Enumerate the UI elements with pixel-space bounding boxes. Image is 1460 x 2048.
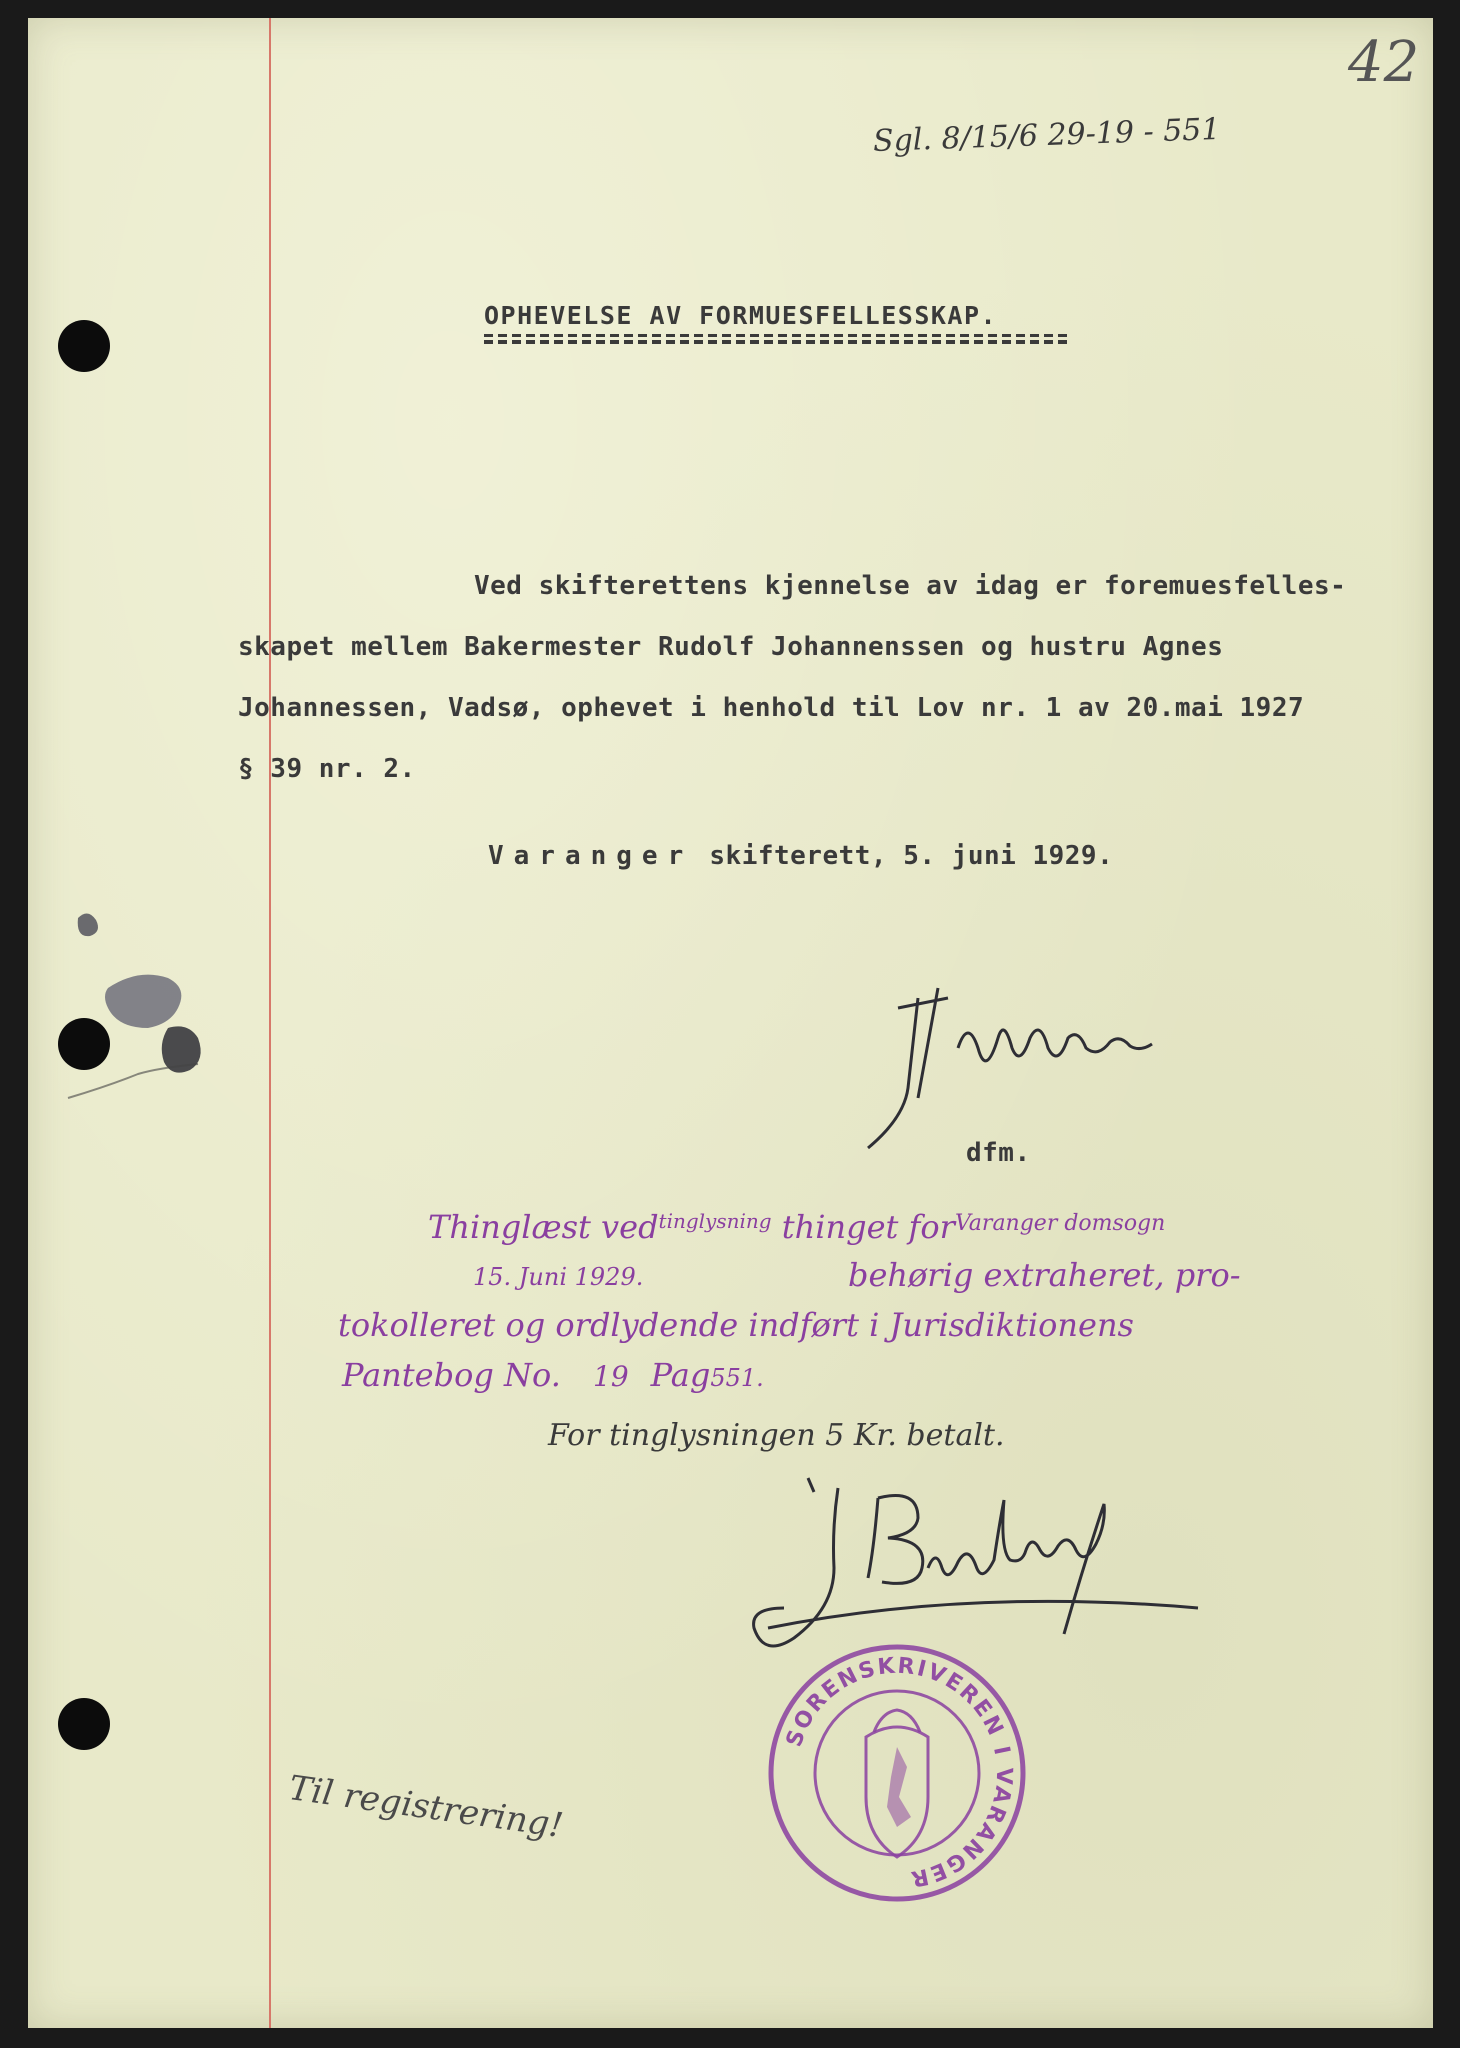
reg-pag-label: Pag (650, 1356, 711, 1394)
signature-1-scribble (788, 968, 1228, 1158)
body-line-4: § 39 nr. 2. (238, 754, 416, 784)
reg-handwritten-tinglysning: tinglysning (658, 1209, 772, 1233)
reg-handwritten-page: 551. (710, 1364, 764, 1392)
reg-handwritten-date: 15. Juni 1929. (473, 1263, 644, 1291)
punch-hole (58, 320, 110, 372)
court-stamp (766, 1642, 1028, 1904)
stamp-text: SORENSKRIVEREN I VARANGER (781, 1653, 1017, 1892)
registration-line-2: behørig extraheret, pro- (848, 1256, 1241, 1294)
body-text (238, 556, 1346, 800)
registration-line-4 (342, 1356, 764, 1394)
reg-handwritten-book-no: 19 (593, 1360, 629, 1393)
reg-thinget-for-label: thinget for (771, 1208, 955, 1246)
ink-stain (48, 898, 268, 1138)
pencil-note: Til registrering! (286, 1768, 566, 1847)
reg-handwritten-jurisdiction: Varanger domsogn (954, 1211, 1166, 1236)
title-underline (484, 334, 1069, 344)
margin-line (269, 18, 271, 2028)
place-date (488, 841, 1113, 871)
court-date: skifterett, 5. juni 1929. (693, 841, 1114, 871)
document-page (28, 18, 1433, 2028)
body-line-1: Ved skifterettens kjennelse av idag er foremuesfelles- (474, 571, 1347, 601)
dfm-label: dfm. (966, 1138, 1031, 1168)
body-line-2: skapet mellem Bakermester Rudolf Johannenssen og hustru Agnes (238, 632, 1224, 662)
registration-line-3: tokolleret og ordlydende indført i Jurisdiktionens (338, 1306, 1134, 1344)
fee-note: For tinglysningen 5 Kr. betalt. (548, 1418, 1005, 1453)
registration-line-1 (428, 1208, 1165, 1246)
place-name: Varanger (488, 841, 694, 871)
punch-hole (58, 1698, 110, 1750)
reference-note: Sgl. 8/15/6 29-19 - 551 (872, 111, 1221, 160)
document-title: OPHEVELSE AV FORMUESFELLESSKAP. (484, 301, 998, 330)
reg-pantebog-label: Pantebog No. (342, 1356, 561, 1394)
body-line-3: Johannessen, Vadsø, ophevet i henhold til Lov nr. 1 av 20.mai 1927 (238, 693, 1305, 723)
page-number: 42 (1348, 30, 1420, 95)
reg-thinglaest-label: Thinglæst ved (428, 1208, 659, 1246)
